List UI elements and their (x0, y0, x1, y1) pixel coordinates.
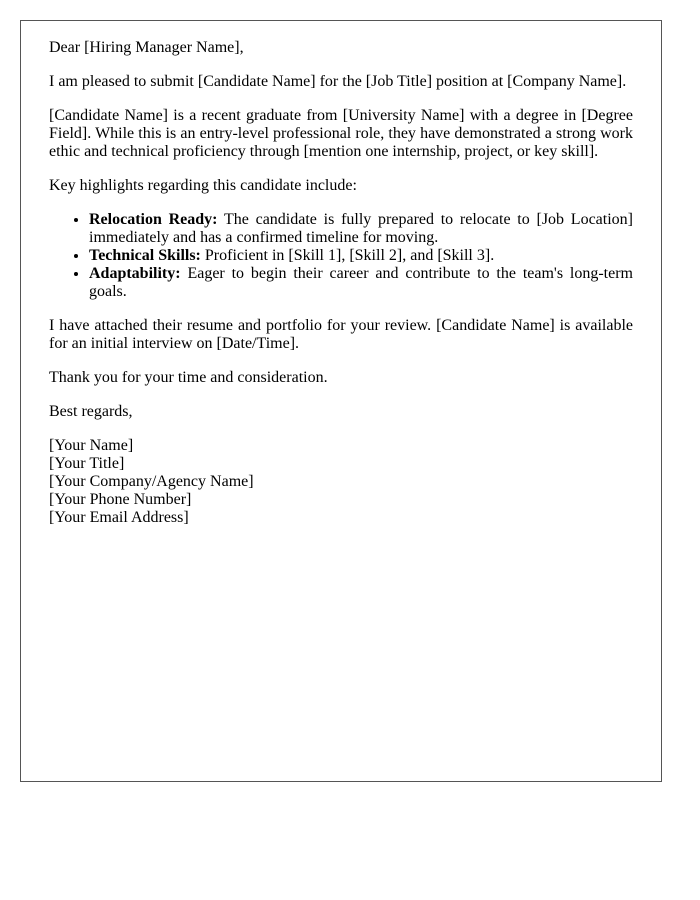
signature-company: [Your Company/Agency Name] (49, 473, 254, 490)
intro-paragraph: I am pleased to submit [Candidate Name] for the [Job Title] position at [Company Name]. (49, 73, 627, 90)
highlights-intro: Key highlights regarding this candidate include: (49, 177, 357, 194)
background-paragraph: [Candidate Name] is a recent graduate from [University Name] with a degree in [Degree Field]. While this is an entry-level professional role, they have demonstrated a strong work ethic and technical proficiency through [mention one internship, project, or key skill]. (49, 107, 633, 160)
thanks-paragraph: Thank you for your time and consideration. (49, 369, 328, 386)
letter-page (20, 20, 662, 782)
highlight-label: Relocation Ready: (89, 211, 218, 228)
highlight-text: Eager to begin their career and contribute to the team's long-term goals. (89, 265, 633, 300)
highlight-text: The candidate is fully prepared to relocate to [Job Location] immediately and has a confirmed timeline for moving. (89, 211, 634, 246)
signature-phone: [Your Phone Number] (49, 491, 192, 508)
greeting: Dear [Hiring Manager Name], (49, 39, 244, 56)
signature-title: [Your Title] (49, 455, 125, 472)
signature-name: [Your Name] (49, 437, 134, 454)
highlights-list (49, 211, 633, 301)
closing: Best regards, (49, 403, 133, 420)
list-item (89, 265, 633, 301)
highlight-label: Adaptability: (89, 265, 181, 282)
highlight-label: Technical Skills: (89, 247, 201, 264)
attachment-paragraph: I have attached their resume and portfolio for your review. [Candidate Name] is available for an initial interview on [Date/Time]. (49, 317, 633, 352)
highlight-text: Proficient in [Skill 1], [Skill 2], and [Skill 3]. (200, 247, 495, 264)
list-item (89, 211, 633, 247)
letter-body (49, 39, 633, 527)
signature-email: [Your Email Address] (49, 509, 189, 526)
signature-block (49, 437, 633, 527)
list-item (89, 247, 633, 265)
